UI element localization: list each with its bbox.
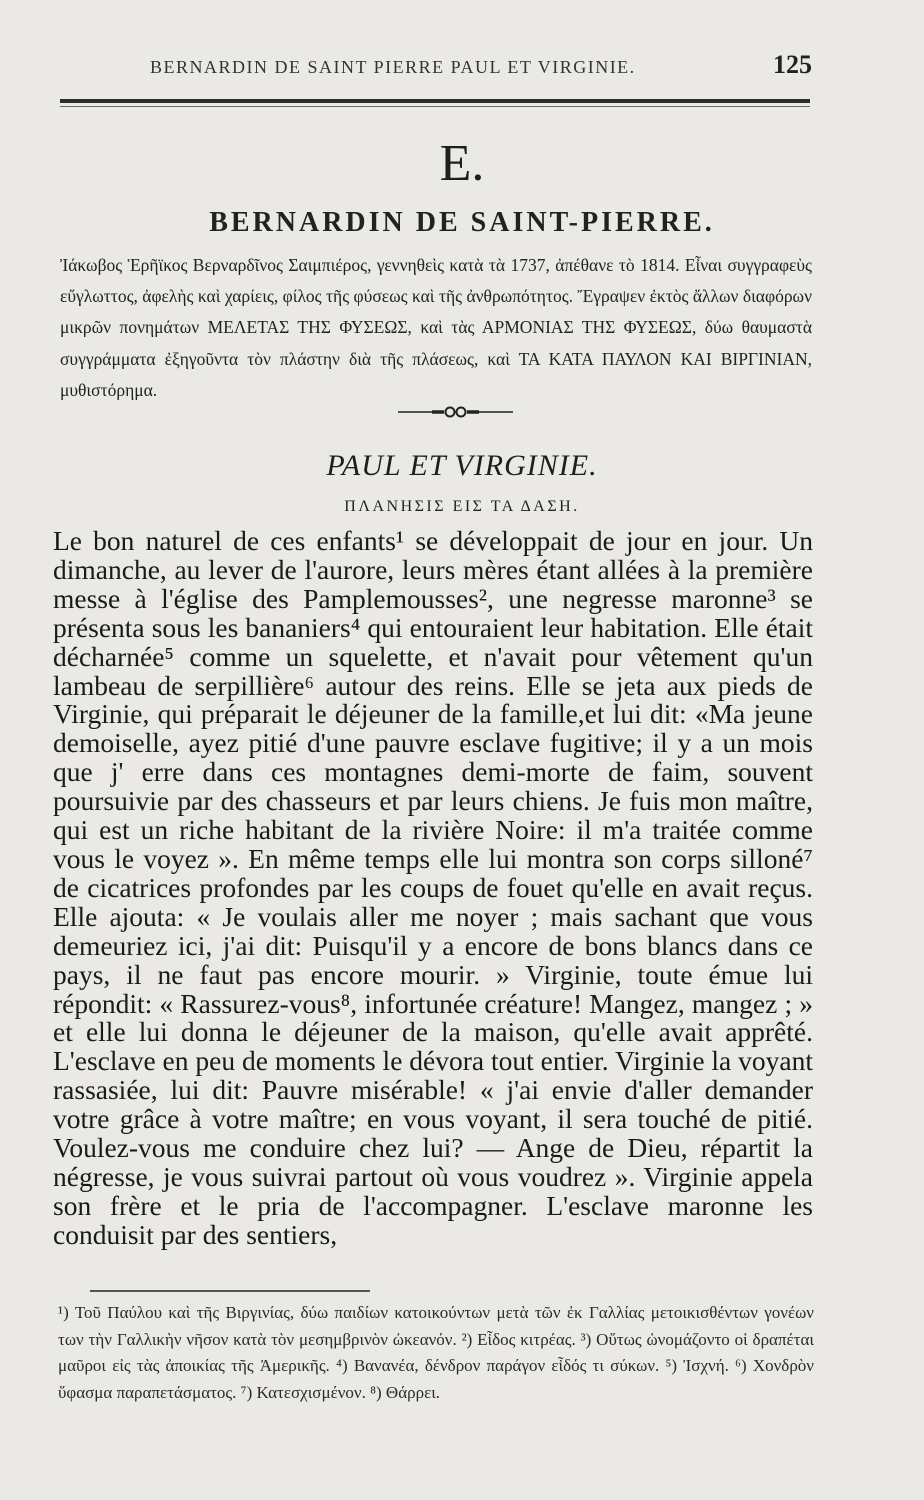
ornament-divider: [398, 405, 513, 419]
header-rule-thick: [60, 99, 810, 103]
running-title: BERNARDIN DE SAINT PIERRE PAUL ET VIRGINIE.: [150, 57, 636, 77]
header-rule-thin: [60, 106, 810, 107]
author-biography: Ἰάκωβος Ἑρῆϊκος Βερναρδῖνος Σαιμπιέρος, γεννηθεὶς κατὰ τὰ 1737, ἀπέθανε τὸ 1814. Εἶναι συγγραφεὺς εὔγλωττος, ἀφελὴς καὶ χαρίεις, φίλος τῆς φύσεως καὶ τῆς ἀνθρωπότητος. Ἔγραψεν ἐκτὸς ἄλλων διαφόρων μικρῶν πονημάτων ΜΕΛΕΤΑΣ ΤΗΣ ΦΥΣΕΩΣ, καὶ τὰς ΑΡΜΟΝΙΑΣ ΤΗΣ ΦΥΣΕΩΣ, δύω θαυμαστὰ συγγράμματα ἐξηγοῦντα τὸν πλάστην διὰ τῆς πλάσεως, καὶ ΤΑ ΚΑΤΑ ΠΑΥΛΟΝ ΚΑΙ ΒΙΡΓΙΝΙΑΝ, μυθιστόρημα.: [60, 255, 812, 400]
work-title: PAUL ET VIRGINIE.: [326, 449, 598, 482]
footnotes: ¹) Τοῦ Παύλου καὶ τῆς Βιργινίας, δύω παιδίων κατοικούντων μετὰ τῶν ἐκ Γαλλίας μετοικισθέντων γονέων των τὴν Γαλλικὴν νῆσον κατὰ τὸν μεσημβρινὸν ὠκεανόν. ²) Εἶδος κιτρέας. ³) Οὕτως ὠνομάζοντο οἱ δραπέται μαῦροι εἰς τὰς ἀποικίας τῆς Ἀμερικῆς. ⁴) Βανανέα, δένδρον παράγον εἶδός τι σύκων. ⁵) Ἰσχνή. ⁶) Χονδρὸν ὕφασμα παραπετάσματος. ⁷) Κατεσχισμένον. ⁸) Θάρρει.: [58, 1303, 814, 1402]
footnote-rule: [90, 1290, 370, 1292]
running-head: [150, 50, 812, 80]
body-text: Le bon naturel de ces enfants¹ se développait de jour en jour. Un dimanche, au lever de l'aurore, leurs mères étant allées à la première messe à l'église des Pamplemousses², une negresse maronne³ se présenta sous les bananiers⁴ qui entouraient leur habitation. Elle était décharnée⁵ comme un squelette, et n'avait pour vêtement qu'un lambeau de serpillière⁶ autour des reins. Elle se jeta aux pieds de Virginie, qui préparait le déjeuner de la famille,et lui dit: «Ma jeune demoiselle, ayez pitié d'une pauvre esclave fugitive; il y a un mois que j' erre dans ces montagnes demi-morte de faim, souvent poursuivie par des chasseurs et par leurs chiens. Je fuis mon maître, qui est un riche habitant de la rivière Noire: il m'a traitée comme vous le voyez ». En même temps elle lui montra son corps silloné⁷ de cicatrices profondes par les coups de fouet qu'elle en avait reçus. Elle ajouta: « Je voulais aller me noyer ; mais sachant que vous demeuriez ici, j'ai dit: Puisqu'il y a encore de bons blancs dans ce pays, il ne faut pas encore mourir. » Virginie, toute émue lui répondit: « Rassurez-vous⁸, infortunée créature! Mangez, mangez ; » et elle lui donna le déjeuner de la maison, qu'elle avait apprêté. L'esclave en peu de moments le dévora tout entier. Virginie la voyant rassasiée, lui dit: Pauvre misérable! « j'ai envie d'aller demander votre grâce à votre maître; en vous voyant, il sera touché de pitié. Voulez-vous me conduire chez lui? — Ange de Dieu, répartit la négresse, je vous suivrai partout où vous voudrez ». Virginie appela son frère et le pria de l'accompagner. L'esclave maronne les conduisit par des sentiers,: [53, 525, 813, 1250]
author-heading: BERNARDIN DE SAINT-PIERRE.: [209, 207, 715, 238]
work-subtitle: ΠΛΑΝΗΣΙΣ ΕΙΣ ΤΑ ΔΑΣΗ.: [344, 498, 580, 515]
page-number: 125: [773, 50, 812, 79]
section-letter: E.: [439, 135, 485, 192]
